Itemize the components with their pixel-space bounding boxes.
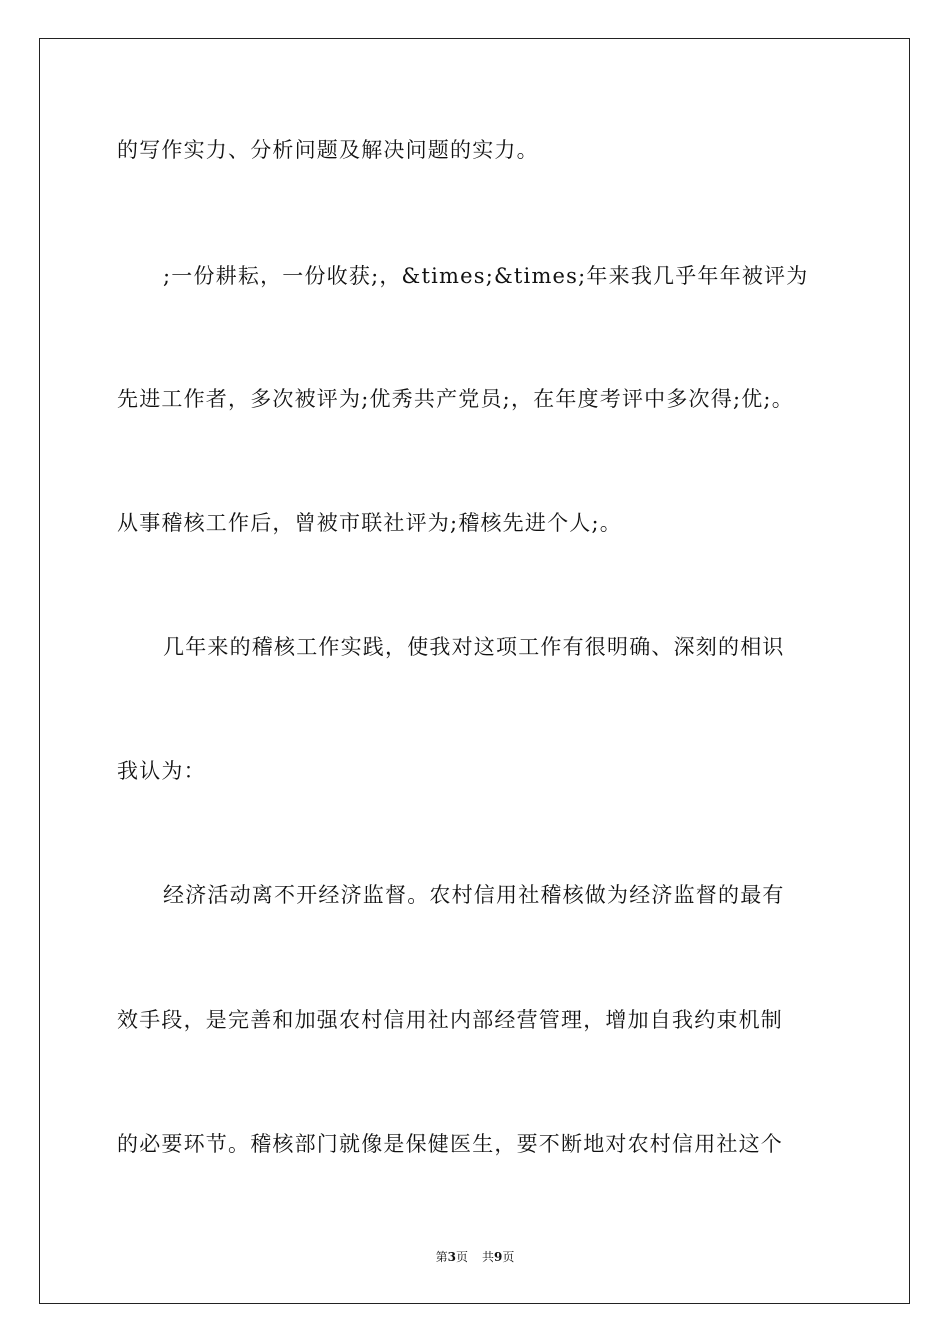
text-line-6: 我认为： (117, 759, 206, 783)
footer-page-prefix: 第 (435, 1250, 448, 1264)
text-line-5: 几年来的稽核工作实践，使我对这项工作有很明确、深刻的相识 (163, 635, 785, 659)
text-line-8: 效手段，是完善和加强农村信用社内部经营管理，增加自我约束机制 (117, 1008, 783, 1032)
text-line-2: ;一份耕耘，一份收获;，&times;&times;年来我几乎年年被评为 (163, 264, 809, 288)
footer-total-suffix: 页 (502, 1250, 515, 1264)
footer-total-pages: 9 (494, 1250, 503, 1264)
footer-page-suffix: 页 (455, 1250, 468, 1264)
page-border (39, 38, 910, 1304)
page-footer (0, 1248, 950, 1265)
text-line-3: 先进工作者，多次被评为;优秀共产党员;，在年度考评中多次得;优;。 (117, 387, 794, 411)
text-line-7: 经济活动离不开经济监督。农村信用社稽核做为经济监督的最有 (163, 883, 785, 907)
text-line-4: 从事稽核工作后，曾被市联社评为;稽核先进个人;。 (117, 511, 622, 535)
footer-total-prefix: 共 (482, 1250, 495, 1264)
text-line-1: 的写作实力、分析问题及解决问题的实力。 (117, 138, 539, 162)
text-line-9: 的必要环节。稽核部门就像是保健医生，要不断地对农村信用社这个 (117, 1132, 783, 1156)
footer-page-number: 3 (447, 1250, 456, 1264)
